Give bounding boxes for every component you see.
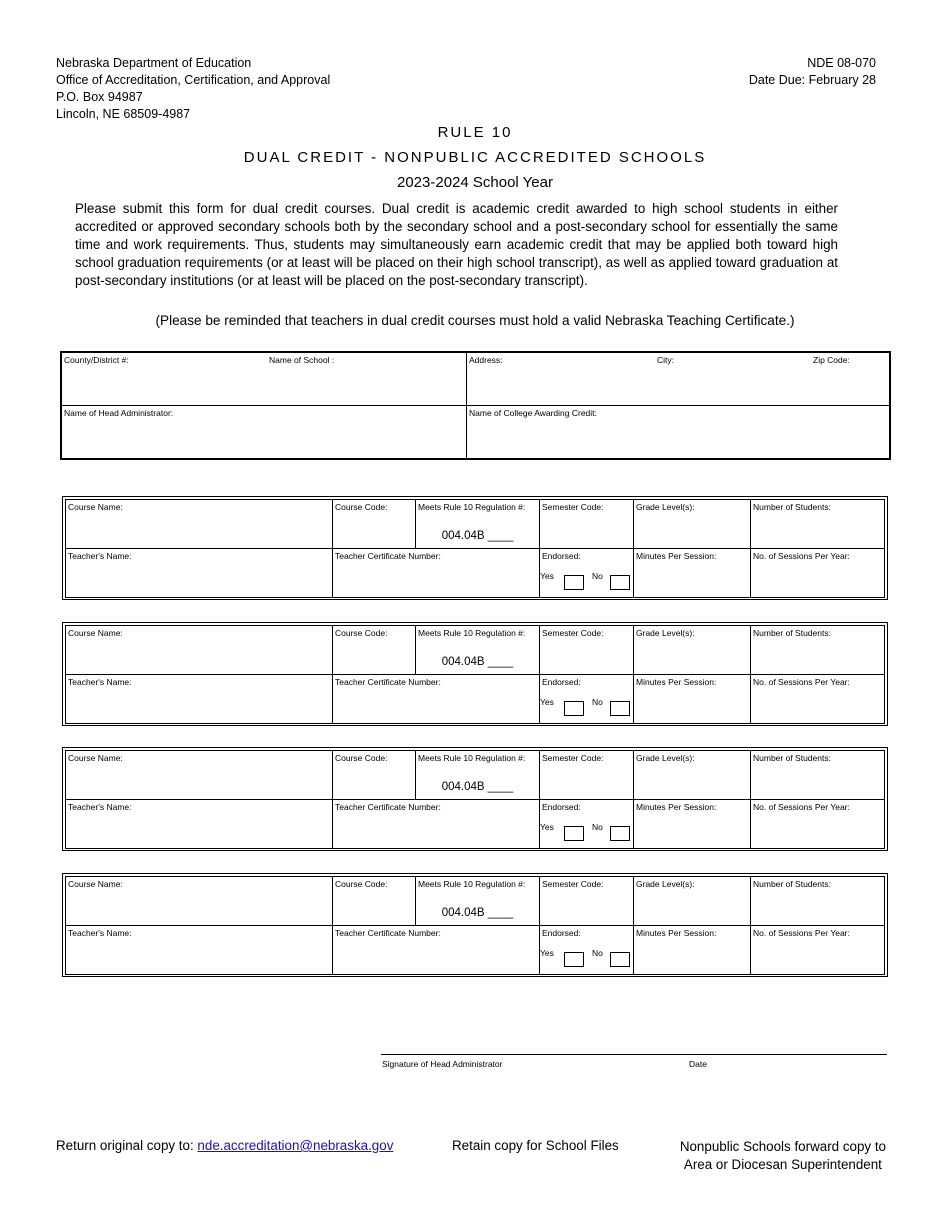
teacher-name-field[interactable] [66, 675, 333, 724]
regulation-number: 004.04B ____ [441, 781, 514, 793]
agency-name: Nebraska Department of Education [56, 56, 252, 70]
teacher-cert-label: Teacher Certificate Number: [335, 551, 441, 561]
no-checkbox[interactable] [610, 701, 630, 716]
minutes-field[interactable] [634, 926, 751, 975]
endorsed-field [540, 926, 634, 975]
date-due: Date Due: February 28 [748, 73, 876, 87]
minutes-label: Minutes Per Session: [636, 551, 717, 561]
endorsed-label: Endorsed: [542, 802, 581, 812]
minutes-label: Minutes Per Session: [636, 802, 717, 812]
course-block-3 [62, 747, 888, 851]
zip-label: Zip Code: [813, 355, 850, 365]
sessions-field[interactable] [751, 549, 885, 598]
meets-rule-label: Meets Rule 10 Regulation #: [418, 628, 526, 638]
sessions-field[interactable] [751, 800, 885, 849]
minutes-label: Minutes Per Session: [636, 677, 717, 687]
minutes-field[interactable] [634, 675, 751, 724]
sessions-label: No. of Sessions Per Year: [753, 928, 850, 938]
grade-level-field[interactable] [634, 626, 751, 675]
semester-code-label: Semester Code: [542, 879, 604, 889]
college-label: Name of College Awarding Credit: [469, 408, 597, 418]
num-students-label: Number of Students: [753, 502, 831, 512]
form-number: NDE 08-070 [807, 56, 876, 70]
minutes-field[interactable] [634, 800, 751, 849]
minutes-field[interactable] [634, 549, 751, 598]
teacher-cert-field[interactable] [333, 926, 540, 975]
semester-code-field[interactable] [540, 626, 634, 675]
course-name-field[interactable] [66, 751, 333, 800]
city-label: City: [657, 355, 674, 365]
form-meta [749, 55, 876, 89]
signature-label: Signature of Head Administrator [382, 1059, 503, 1069]
teacher-cert-label: Teacher Certificate Number: [335, 802, 441, 812]
return-instruction [56, 1138, 393, 1153]
return-label: Return original copy to: [56, 1138, 198, 1153]
college-field[interactable] [467, 406, 891, 460]
meets-rule-label: Meets Rule 10 Regulation #: [418, 879, 526, 889]
regulation-number: 004.04B ____ [441, 656, 514, 668]
intro-paragraph: Please submit this form for dual credit courses. Dual credit is academic credit awarded to high school students in either accredited or approved secondary schools both by the secondary school and a post-secondary school for essentially the same time and work requirements. Thus, students may simultaneously earn academic credit that may be applied both toward high school graduation requirements (or at least will be placed on their high school transcript), as well as applied toward graduation at post-secondary institutions (or at least will be placed on the post-secondary transcript). [75, 201, 838, 288]
num-students-field[interactable] [751, 751, 885, 800]
school-name-label: Name of School : [269, 355, 335, 365]
course-name-label: Course Name: [68, 753, 123, 763]
yes-label: Yes [540, 948, 554, 958]
regulation-number: 004.04B ____ [441, 907, 514, 919]
school-info-table [60, 351, 891, 460]
course-name-field[interactable] [66, 626, 333, 675]
grade-level-label: Grade Level(s): [636, 879, 695, 889]
teacher-cert-field[interactable] [333, 675, 540, 724]
num-students-field[interactable] [751, 626, 885, 675]
num-students-label: Number of Students: [753, 879, 831, 889]
yes-label: Yes [540, 822, 554, 832]
teacher-cert-field[interactable] [333, 549, 540, 598]
rule-title: RULE 10 [437, 124, 513, 141]
course-code-field[interactable] [333, 751, 416, 800]
grade-level-label: Grade Level(s): [636, 502, 695, 512]
yes-label: Yes [540, 697, 554, 707]
county-label: County/District #: [64, 355, 129, 365]
no-label: No [592, 571, 603, 581]
course-name-field[interactable] [66, 877, 333, 926]
teacher-name-label: Teacher's Name: [68, 677, 132, 687]
form-title: DUAL CREDIT - NONPUBLIC ACCREDITED SCHOOLS [243, 149, 707, 166]
semester-code-field[interactable] [540, 877, 634, 926]
course-name-field[interactable] [66, 500, 333, 549]
agency-po-box: P.O. Box 94987 [56, 90, 143, 104]
grade-level-label: Grade Level(s): [636, 628, 695, 638]
yes-checkbox[interactable] [564, 575, 584, 590]
semester-code-label: Semester Code: [542, 753, 604, 763]
grade-level-field[interactable] [634, 500, 751, 549]
meets-rule-field[interactable] [416, 626, 540, 675]
reminder-note: (Please be reminded that teachers in dual credit courses must hold a valid Nebraska Teaching Certificate.) [155, 313, 795, 328]
course-code-field[interactable] [333, 877, 416, 926]
endorsed-label: Endorsed: [542, 928, 581, 938]
endorsed-field [540, 549, 634, 598]
teacher-name-label: Teacher's Name: [68, 928, 132, 938]
semester-code-field[interactable] [540, 500, 634, 549]
forward-line-2: Area or Diocesan Superintendent [683, 1157, 882, 1172]
yes-checkbox[interactable] [564, 826, 584, 841]
endorsed-label: Endorsed: [542, 677, 581, 687]
meets-rule-field[interactable] [416, 500, 540, 549]
meets-rule-label: Meets Rule 10 Regulation #: [418, 753, 526, 763]
teacher-name-field[interactable] [66, 549, 333, 598]
course-block-1 [62, 496, 888, 600]
semester-code-label: Semester Code: [542, 628, 604, 638]
course-code-label: Course Code: [335, 879, 388, 889]
head-admin-label: Name of Head Administrator: [64, 408, 174, 418]
course-code-label: Course Code: [335, 502, 388, 512]
course-name-label: Course Name: [68, 628, 123, 638]
yes-checkbox[interactable] [564, 952, 584, 967]
teacher-name-label: Teacher's Name: [68, 551, 132, 561]
sessions-label: No. of Sessions Per Year: [753, 551, 850, 561]
endorsed-field [540, 800, 634, 849]
meets-rule-field[interactable] [416, 751, 540, 800]
endorsed-field [540, 675, 634, 724]
retain-instruction: Retain copy for School Files [452, 1138, 619, 1153]
meets-rule-field[interactable] [416, 877, 540, 926]
no-label: No [592, 948, 603, 958]
address-field[interactable] [467, 352, 891, 406]
num-students-field[interactable] [751, 500, 885, 549]
minutes-label: Minutes Per Session: [636, 928, 717, 938]
semester-code-label: Semester Code: [542, 502, 604, 512]
no-checkbox[interactable] [610, 952, 630, 967]
endorsed-label: Endorsed: [542, 551, 581, 561]
course-block-2 [62, 622, 888, 726]
forward-instruction [680, 1138, 886, 1174]
course-name-label: Course Name: [68, 502, 123, 512]
meets-rule-label: Meets Rule 10 Regulation #: [418, 502, 526, 512]
no-label: No [592, 697, 603, 707]
teacher-cert-label: Teacher Certificate Number: [335, 677, 441, 687]
grade-level-field[interactable] [634, 877, 751, 926]
yes-label: Yes [540, 571, 554, 581]
sessions-label: No. of Sessions Per Year: [753, 677, 850, 687]
grade-level-field[interactable] [634, 751, 751, 800]
course-code-field[interactable] [333, 626, 416, 675]
agency-address [56, 55, 330, 123]
sessions-label: No. of Sessions Per Year: [753, 802, 850, 812]
agency-office: Office of Accreditation, Certification, and Approval [56, 73, 331, 87]
no-label: No [592, 822, 603, 832]
course-block-4 [62, 873, 888, 977]
course-code-label: Course Code: [335, 628, 388, 638]
teacher-name-field[interactable] [66, 800, 333, 849]
school-year: 2023-2024 School Year [397, 174, 553, 191]
num-students-field[interactable] [751, 877, 885, 926]
signature-line[interactable] [381, 1054, 887, 1055]
semester-code-field[interactable] [540, 751, 634, 800]
sessions-field[interactable] [751, 926, 885, 975]
accreditation-email-link[interactable]: nde.accreditation@nebraska.gov [197, 1138, 394, 1153]
head-admin-field[interactable] [61, 406, 467, 460]
num-students-label: Number of Students: [753, 753, 831, 763]
sessions-field[interactable] [751, 675, 885, 724]
course-code-label: Course Code: [335, 753, 388, 763]
course-name-label: Course Name: [68, 879, 123, 889]
teacher-name-field[interactable] [66, 926, 333, 975]
forward-line-1: Nonpublic Schools forward copy to [679, 1139, 886, 1154]
teacher-cert-field[interactable] [333, 800, 540, 849]
agency-city: Lincoln, NE 68509-4987 [56, 107, 191, 121]
date-label: Date [689, 1059, 707, 1069]
grade-level-label: Grade Level(s): [636, 753, 695, 763]
no-checkbox[interactable] [610, 826, 630, 841]
num-students-label: Number of Students: [753, 628, 831, 638]
county-school-field[interactable] [61, 352, 467, 406]
address-label: Address: [469, 355, 503, 365]
no-checkbox[interactable] [610, 575, 630, 590]
regulation-number: 004.04B ____ [441, 530, 514, 542]
yes-checkbox[interactable] [564, 701, 584, 716]
teacher-name-label: Teacher's Name: [68, 802, 132, 812]
teacher-cert-label: Teacher Certificate Number: [335, 928, 441, 938]
course-code-field[interactable] [333, 500, 416, 549]
